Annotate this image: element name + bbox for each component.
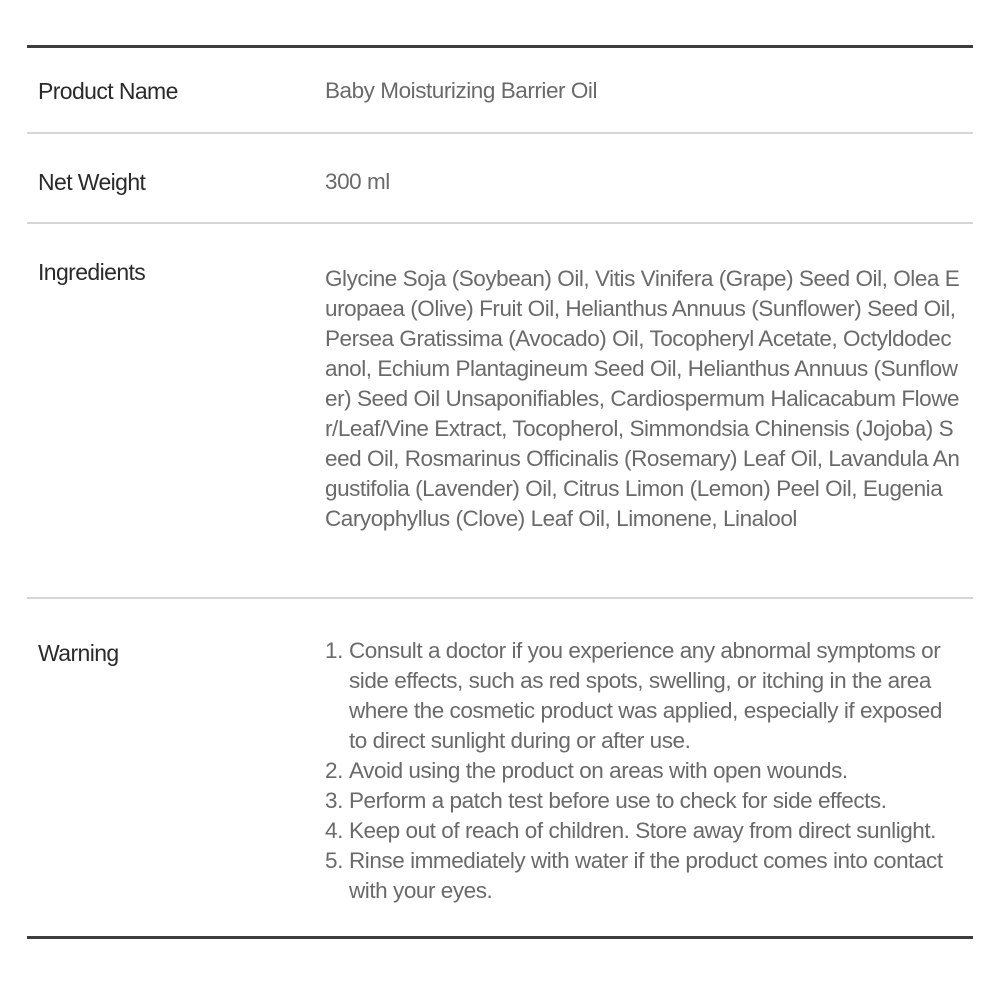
warning-item-text: Keep out of reach of children. Store away from direct sunlight. — [349, 818, 936, 843]
warning-item-number: 2. — [325, 758, 343, 783]
product-name-row — [27, 48, 973, 134]
warning-item — [325, 786, 961, 816]
warning-item-number: 4. — [325, 818, 343, 843]
product-info-table — [27, 45, 973, 939]
warning-item — [325, 846, 961, 906]
warning-item — [325, 756, 961, 786]
warning-list — [325, 636, 961, 906]
net-weight-label: Net Weight — [38, 169, 146, 195]
warning-item — [325, 636, 961, 756]
warning-item-text: Consult a doctor if you experience any abnormal symptoms or side effects, such as red spots, swelling, or itching in the area where the cosmetic product was applied, especially if exposed to direct sunlight during or after use. — [349, 638, 942, 753]
warning-item-text: Rinse immediately with water if the product comes into contact with your eyes. — [349, 848, 943, 903]
warning-item — [325, 816, 961, 846]
warning-item-number: 1. — [325, 638, 343, 663]
ingredients-value: Glycine Soja (Soybean) Oil, Vitis Vinifera (Grape) Seed Oil, Olea Europaea (Olive) Fruit Oil, Helianthus Annuus (Sunflower) Seed Oil, Persea Gratissima (Avocado) Oil, Tocopheryl Acetate, Octyldodecanol, Echium Plantagineum Seed Oil, Helianthus Annuus (Sunflower) Seed Oil Unsaponifiables, Cardiospermum Halicacabum Flower/Leaf/Vine Extract, Tocopherol, Simmondsia Chinensis (Jojoba) Seed Oil, Rosmarinus Officinalis (Rosemary) Leaf Oil, Lavandula Angustifolia (Lavender) Oil, Citrus Limon (Lemon) Peel Oil, Eugenia Caryophyllus (Clove) Leaf Oil, Limonene, Linalool — [325, 266, 960, 531]
net-weight-value: 300 ml — [325, 169, 390, 194]
warning-row — [27, 599, 973, 936]
ingredients-label: Ingredients — [38, 259, 146, 285]
warning-item-text: Avoid using the product on areas with open wounds. — [349, 758, 848, 783]
warning-item-text: Perform a patch test before use to check for side effects. — [349, 788, 887, 813]
product-name-label: Product Name — [38, 78, 178, 104]
warning-value — [325, 636, 973, 936]
warning-item-number: 5. — [325, 848, 343, 873]
product-name-value: Baby Moisturizing Barrier Oil — [325, 78, 598, 103]
net-weight-row — [27, 134, 973, 224]
warning-label: Warning — [38, 640, 119, 666]
warning-item-number: 3. — [325, 788, 343, 813]
ingredients-row — [27, 224, 973, 599]
